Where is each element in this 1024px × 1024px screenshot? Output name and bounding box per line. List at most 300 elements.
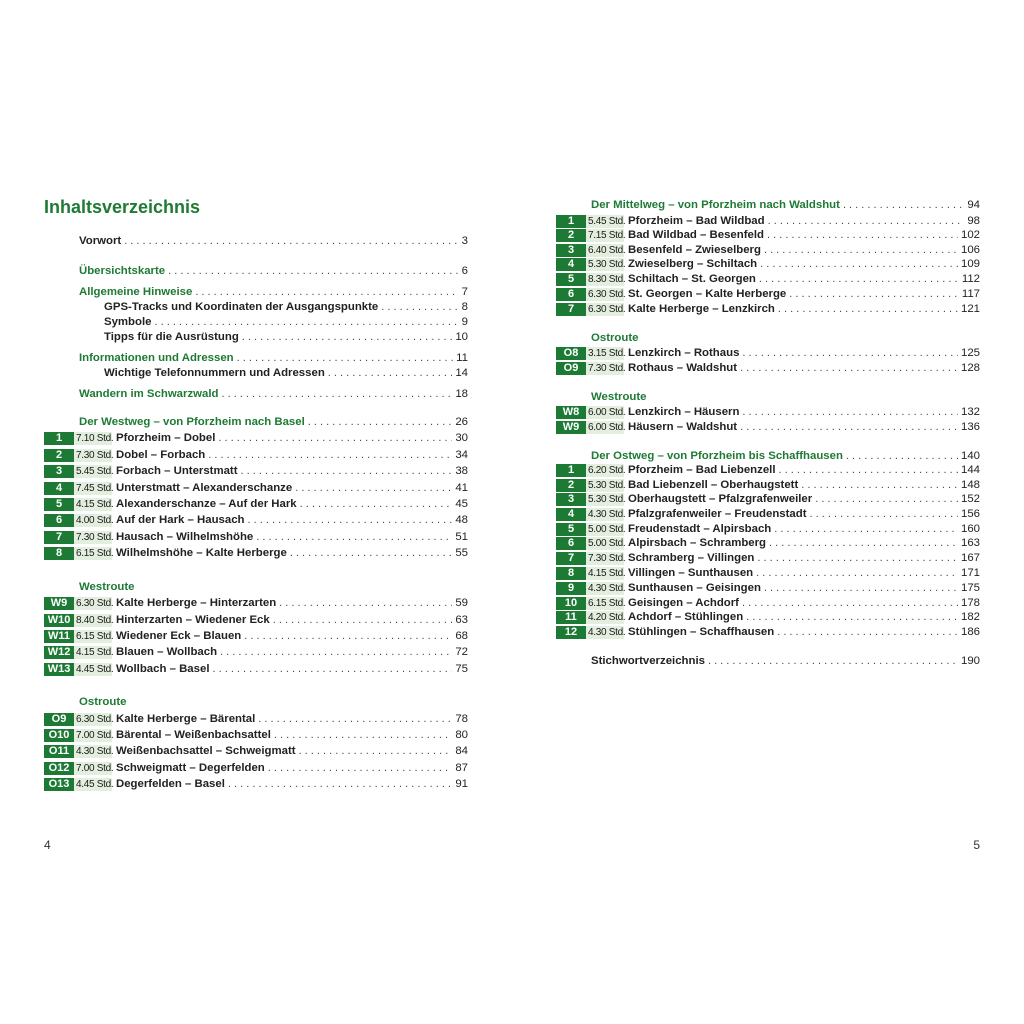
entry-title: Häusern – Waldshut xyxy=(628,421,738,433)
toc-entry xyxy=(591,654,980,669)
stage-number-badge: 8 xyxy=(556,567,586,580)
entry-page-number: 140 xyxy=(960,450,980,462)
entry-title: Stühlingen – Schaffhausen xyxy=(628,626,775,638)
leader-dots xyxy=(767,228,958,243)
toc-stage-entry xyxy=(556,492,980,507)
leader-dots xyxy=(299,744,453,759)
toc-stage-entry xyxy=(44,744,468,759)
toc-stage-entry xyxy=(44,662,468,677)
entry-title: Alexanderschanze – Auf der Hark xyxy=(116,498,297,510)
stage-number-badge: 3 xyxy=(556,244,586,257)
stage-duration: 6.15 Std. xyxy=(588,598,626,609)
toc-entry xyxy=(591,331,980,346)
toc-entry xyxy=(104,366,468,381)
toc-entry xyxy=(79,580,468,595)
entry-title: GPS-Tracks und Koordinaten der Ausgangspunkte xyxy=(104,301,379,313)
stage-number-badge: 7 xyxy=(556,552,586,565)
entry-page-number: 6 xyxy=(461,265,468,277)
leader-dots xyxy=(258,712,452,727)
leader-dots xyxy=(241,464,453,479)
entry-title: Bad Liebenzell – Oberhaugstett xyxy=(628,479,799,491)
entry-title: Unterstmatt – Alexanderschanze xyxy=(116,482,293,494)
stage-number-badge: 4 xyxy=(44,482,74,495)
stage-number-badge: O9 xyxy=(556,362,586,375)
stage-number-badge: W9 xyxy=(44,597,74,610)
stage-number-badge: 1 xyxy=(556,215,586,228)
toc-stage-entry xyxy=(44,728,468,743)
toc-stage-entry xyxy=(556,581,980,596)
stage-duration: 8.40 Std. xyxy=(76,615,114,626)
toc-stage-entry xyxy=(556,507,980,522)
stage-number-badge: O13 xyxy=(44,778,74,791)
leader-dots xyxy=(843,198,964,213)
leader-dots xyxy=(742,346,958,361)
entry-title: Schramberg – Villingen xyxy=(628,552,755,564)
leader-dots xyxy=(801,478,958,493)
leader-dots xyxy=(810,507,958,522)
entry-title: Bad Wildbad – Besenfeld xyxy=(628,229,764,241)
toc-entry xyxy=(591,390,980,405)
toc-stage-entry xyxy=(44,546,468,561)
stage-duration: 4.30 Std. xyxy=(588,583,626,594)
entry-page-number: 167 xyxy=(960,552,980,564)
toc-stage-entry xyxy=(556,536,980,551)
stage-duration: 4.15 Std. xyxy=(76,647,114,658)
toc-stage-entry xyxy=(556,463,980,478)
toc-entry xyxy=(104,315,468,330)
toc-stage-entry xyxy=(44,596,468,611)
entry-page-number: 75 xyxy=(455,663,468,675)
stage-number-badge: 7 xyxy=(44,531,74,544)
toc-stage-entry xyxy=(556,243,980,258)
entry-title: Hausach – Wilhelmshöhe xyxy=(116,531,254,543)
entry-title: Der Ostweg – von Pforzheim bis Schaffhausen xyxy=(591,450,843,462)
entry-page-number: 178 xyxy=(960,597,980,609)
stage-number-badge: 1 xyxy=(556,464,586,477)
entry-page-number: 121 xyxy=(960,303,980,315)
stage-number-badge: W9 xyxy=(556,421,586,434)
toc-stage-entry xyxy=(44,645,468,660)
leader-dots xyxy=(300,497,453,512)
entry-page-number: 132 xyxy=(960,406,980,418)
entry-page-number: 48 xyxy=(455,514,468,526)
toc-stage-entry xyxy=(556,478,980,493)
toc-stage-entry xyxy=(44,513,468,528)
leader-dots xyxy=(768,214,965,229)
entry-title: Kalte Herberge – Hinterzarten xyxy=(116,597,277,609)
leader-dots xyxy=(777,625,958,640)
toc-stage-entry xyxy=(44,497,468,512)
entry-page-number: 94 xyxy=(967,199,980,211)
leader-dots xyxy=(273,613,453,628)
leader-dots xyxy=(759,272,959,287)
toc-stage-entry xyxy=(44,613,468,628)
entry-page-number: 26 xyxy=(455,416,468,428)
leader-dots xyxy=(760,257,958,272)
leader-dots xyxy=(124,234,458,249)
leader-dots xyxy=(742,596,958,611)
entry-title: Pfalzgrafenweiler – Freudenstadt xyxy=(628,508,807,520)
leader-dots xyxy=(256,530,452,545)
entry-page-number: 186 xyxy=(960,626,980,638)
toc-stage-entry xyxy=(44,530,468,545)
toc-heading: Inhaltsverzeichnis xyxy=(44,197,201,217)
leader-dots xyxy=(308,415,453,430)
leader-dots xyxy=(228,777,452,792)
stage-duration: 6.00 Std. xyxy=(588,407,626,418)
leader-dots xyxy=(168,264,459,279)
entry-title: Lenzkirch – Rothaus xyxy=(628,347,740,359)
stage-number-badge: 6 xyxy=(556,288,586,301)
entry-page-number: 182 xyxy=(960,611,980,623)
stage-duration: 5.00 Std. xyxy=(588,538,626,549)
entry-page-number: 152 xyxy=(960,493,980,505)
toc-stage-entry xyxy=(556,405,980,420)
entry-title: Oberhaugstett – Pfalzgrafenweiler xyxy=(628,493,813,505)
entry-title: Pforzheim – Bad Wildbad xyxy=(628,215,765,227)
entry-page-number: 11 xyxy=(456,352,468,364)
stage-duration: 7.45 Std. xyxy=(76,483,114,494)
leader-dots xyxy=(290,546,453,561)
stage-number-badge: 5 xyxy=(556,523,586,536)
stage-duration: 6.30 Std. xyxy=(588,304,626,315)
stage-duration: 6.30 Std. xyxy=(588,289,626,300)
stage-duration: 5.30 Std. xyxy=(588,494,626,505)
leader-dots xyxy=(212,662,452,677)
entry-title: Informationen und Adressen xyxy=(79,352,234,364)
entry-page-number: 163 xyxy=(960,537,980,549)
entry-page-number: 7 xyxy=(461,286,468,298)
leader-dots xyxy=(778,463,958,478)
stage-duration: 4.15 Std. xyxy=(76,499,114,510)
stage-duration: 7.30 Std. xyxy=(76,532,114,543)
stage-number-badge: W13 xyxy=(44,663,74,676)
entry-title: Wiedener Eck – Blauen xyxy=(116,630,242,642)
stage-number-badge: 2 xyxy=(556,229,586,242)
stage-number-badge: 4 xyxy=(556,258,586,271)
entry-title: Ostroute xyxy=(591,332,639,344)
entry-page-number: 171 xyxy=(960,567,980,579)
stage-duration: 6.30 Std. xyxy=(76,714,114,725)
toc-stage-entry xyxy=(556,625,980,640)
toc-stage-entry xyxy=(556,610,980,625)
entry-title: Pforzheim – Bad Liebenzell xyxy=(628,464,776,476)
leader-dots xyxy=(195,285,458,300)
entry-page-number: 8 xyxy=(461,301,468,313)
stage-duration: 7.30 Std. xyxy=(76,450,114,461)
entry-title: Geisingen – Achdorf xyxy=(628,597,739,609)
toc-stage-entry xyxy=(556,228,980,243)
leader-dots xyxy=(279,596,452,611)
entry-page-number: 156 xyxy=(960,508,980,520)
entry-title: Stichwortverzeichnis xyxy=(591,655,705,667)
stage-duration: 6.15 Std. xyxy=(76,631,114,642)
toc-stage-entry xyxy=(44,629,468,644)
leader-dots xyxy=(274,728,452,743)
leader-dots xyxy=(328,366,453,381)
toc-stage-entry xyxy=(556,214,980,229)
stage-number-badge: 12 xyxy=(556,626,586,639)
entry-title: Westroute xyxy=(591,391,647,403)
entry-page-number: 51 xyxy=(455,531,468,543)
stage-duration: 6.30 Std. xyxy=(76,598,114,609)
toc-entry xyxy=(104,300,468,315)
leader-dots xyxy=(757,551,958,566)
stage-duration: 4.45 Std. xyxy=(76,664,114,675)
toc-entry xyxy=(591,449,980,464)
entry-page-number: 109 xyxy=(960,258,980,270)
entry-title: Westroute xyxy=(79,581,135,593)
stage-number-badge: O11 xyxy=(44,745,74,758)
leader-dots xyxy=(774,522,958,537)
stage-number-badge: W10 xyxy=(44,614,74,627)
toc-stage-entry xyxy=(44,761,468,776)
entry-title: Sunthausen – Geisingen xyxy=(628,582,761,594)
leader-dots xyxy=(268,761,453,776)
toc-stage-entry xyxy=(556,522,980,537)
leader-dots xyxy=(756,566,958,581)
stage-number-badge: W12 xyxy=(44,646,74,659)
stage-duration: 5.30 Std. xyxy=(588,480,626,491)
entry-title: Forbach – Unterstmatt xyxy=(116,465,238,477)
stage-number-badge: 1 xyxy=(44,432,74,445)
entry-title: Weißenbachsattel – Schweigmatt xyxy=(116,745,296,757)
stage-number-badge: O10 xyxy=(44,729,74,742)
stage-duration: 5.30 Std. xyxy=(588,259,626,270)
entry-page-number: 112 xyxy=(961,273,980,285)
entry-page-number: 144 xyxy=(960,464,980,476)
entry-page-number: 41 xyxy=(455,482,468,494)
leader-dots xyxy=(708,654,958,669)
leader-dots xyxy=(237,351,454,366)
entry-page-number: 14 xyxy=(455,367,468,379)
entry-page-number: 190 xyxy=(960,655,980,667)
entry-page-number: 59 xyxy=(455,597,468,609)
leader-dots xyxy=(742,405,958,420)
leader-dots xyxy=(764,243,958,258)
toc-stage-entry xyxy=(556,420,980,435)
entry-title: Wollbach – Basel xyxy=(116,663,210,675)
stage-duration: 7.00 Std. xyxy=(76,763,114,774)
entry-title: Schweigmatt – Degerfelden xyxy=(116,762,265,774)
leader-dots xyxy=(740,361,958,376)
entry-page-number: 63 xyxy=(455,614,468,626)
toc-entry xyxy=(79,264,468,279)
stage-duration: 6.20 Std. xyxy=(588,465,626,476)
toc-entry xyxy=(79,351,468,366)
stage-duration: 4.30 Std. xyxy=(588,509,626,520)
stage-number-badge: 8 xyxy=(44,547,74,560)
entry-page-number: 30 xyxy=(455,432,468,444)
stage-duration: 5.00 Std. xyxy=(588,524,626,535)
entry-title: Rothaus – Waldshut xyxy=(628,362,738,374)
entry-page-number: 72 xyxy=(455,646,468,658)
entry-page-number: 125 xyxy=(960,347,980,359)
leader-dots xyxy=(242,330,453,345)
entry-title: Auf der Hark – Hausach xyxy=(116,514,245,526)
toc-stage-entry xyxy=(44,777,468,792)
entry-title: Vorwort xyxy=(79,235,122,247)
entry-title: Der Westweg – von Pforzheim nach Basel xyxy=(79,416,305,428)
entry-page-number: 136 xyxy=(960,421,980,433)
entry-page-number: 91 xyxy=(455,778,468,790)
toc-stage-entry xyxy=(556,287,980,302)
entry-title: Lenzkirch – Häusern xyxy=(628,406,740,418)
entry-title: Alpirsbach – Schramberg xyxy=(628,537,767,549)
entry-title: Dobel – Forbach xyxy=(116,449,206,461)
entry-page-number: 84 xyxy=(455,745,468,757)
entry-page-number: 18 xyxy=(455,388,468,400)
stage-number-badge: 11 xyxy=(556,611,586,624)
toc-entry xyxy=(591,198,980,213)
entry-title: Blauen – Wollbach xyxy=(116,646,218,658)
entry-page-number: 10 xyxy=(455,331,468,343)
stage-duration: 6.40 Std. xyxy=(588,245,626,256)
stage-number-badge: 3 xyxy=(44,465,74,478)
stage-number-badge: 4 xyxy=(556,508,586,521)
entry-page-number: 78 xyxy=(455,713,468,725)
entry-title: Ostroute xyxy=(79,696,127,708)
entry-title: Allgemeine Hinweise xyxy=(79,286,193,298)
toc-stage-entry xyxy=(44,464,468,479)
entry-page-number: 117 xyxy=(961,288,980,300)
leader-dots xyxy=(295,481,452,496)
entry-page-number: 68 xyxy=(455,630,468,642)
entry-page-number: 80 xyxy=(455,729,468,741)
toc-entry xyxy=(104,330,468,345)
stage-duration: 7.30 Std. xyxy=(588,363,626,374)
stage-number-badge: 3 xyxy=(556,493,586,506)
leader-dots xyxy=(764,581,958,596)
toc-stage-entry xyxy=(556,346,980,361)
leader-dots xyxy=(218,431,452,446)
toc-stage-entry xyxy=(556,361,980,376)
toc-stage-entry xyxy=(44,448,468,463)
stage-duration: 7.10 Std. xyxy=(76,433,114,444)
entry-page-number: 55 xyxy=(455,547,468,559)
toc-stage-entry xyxy=(44,431,468,446)
entry-page-number: 3 xyxy=(461,235,468,247)
entry-title: Der Mittelweg – von Pforzheim nach Waldshut xyxy=(591,199,840,211)
stage-number-badge: W8 xyxy=(556,406,586,419)
toc-stage-entry xyxy=(44,712,468,727)
stage-duration: 4.15 Std. xyxy=(588,568,626,579)
stage-number-badge: 7 xyxy=(556,303,586,316)
stage-number-badge: 2 xyxy=(556,479,586,492)
stage-number-badge: 6 xyxy=(556,537,586,550)
toc-entry xyxy=(79,695,468,710)
stage-duration: 4.30 Std. xyxy=(588,627,626,638)
toc-entry xyxy=(79,415,468,430)
entry-page-number: 9 xyxy=(461,316,468,328)
entry-page-number: 38 xyxy=(455,465,468,477)
leader-dots xyxy=(778,302,958,317)
leader-dots xyxy=(381,300,458,315)
entry-page-number: 45 xyxy=(455,498,468,510)
entry-title: Tipps für die Ausrüstung xyxy=(104,331,239,343)
leader-dots xyxy=(789,287,959,302)
entry-page-number: 98 xyxy=(967,215,980,227)
leader-dots xyxy=(221,387,452,402)
leader-dots xyxy=(154,315,458,330)
leader-dots xyxy=(740,420,958,435)
toc-stage-entry xyxy=(556,551,980,566)
entry-page-number: 175 xyxy=(960,582,980,594)
entry-page-number: 128 xyxy=(960,362,980,374)
page-number-right: 5 xyxy=(973,838,980,852)
entry-title: Bärental – Weißenbachsattel xyxy=(116,729,271,741)
stage-duration: 7.30 Std. xyxy=(588,553,626,564)
stage-duration: 4.45 Std. xyxy=(76,779,114,790)
entry-title: Wilhelmshöhe – Kalte Herberge xyxy=(116,547,287,559)
leader-dots xyxy=(244,629,452,644)
entry-title: Symbole xyxy=(104,316,152,328)
entry-title: Achdorf – Stühlingen xyxy=(628,611,744,623)
stage-duration: 4.30 Std. xyxy=(76,746,114,757)
stage-number-badge: W11 xyxy=(44,630,74,643)
stage-number-badge: 5 xyxy=(44,498,74,511)
toc-entry xyxy=(79,285,468,300)
stage-duration: 3.15 Std. xyxy=(588,348,626,359)
entry-title: Wichtige Telefonnummern und Adressen xyxy=(104,367,325,379)
stage-number-badge: 5 xyxy=(556,273,586,286)
toc-entry xyxy=(79,387,468,402)
entry-page-number: 34 xyxy=(455,449,468,461)
stage-duration: 4.20 Std. xyxy=(588,612,626,623)
entry-title: Freudenstadt – Alpirsbach xyxy=(628,523,772,535)
entry-page-number: 102 xyxy=(960,229,980,241)
toc-stage-entry xyxy=(556,596,980,611)
toc-entry xyxy=(79,234,468,249)
toc-stage-entry xyxy=(44,481,468,496)
stage-duration: 8.30 Std. xyxy=(588,274,626,285)
entry-title: Wandern im Schwarzwald xyxy=(79,388,219,400)
entry-page-number: 148 xyxy=(960,479,980,491)
leader-dots xyxy=(746,610,958,625)
leader-dots xyxy=(846,449,958,464)
stage-number-badge: O8 xyxy=(556,347,586,360)
toc-stage-entry xyxy=(556,272,980,287)
leader-dots xyxy=(769,536,958,551)
stage-duration: 4.00 Std. xyxy=(76,515,114,526)
stage-duration: 5.45 Std. xyxy=(76,466,114,477)
stage-number-badge: 9 xyxy=(556,582,586,595)
leader-dots xyxy=(815,492,958,507)
entry-title: Zwieselberg – Schiltach xyxy=(628,258,758,270)
entry-title: Kalte Herberge – Bärental xyxy=(116,713,256,725)
entry-title: Besenfeld – Zwieselberg xyxy=(628,244,761,256)
entry-title: Übersichtskarte xyxy=(79,265,166,277)
stage-duration: 6.15 Std. xyxy=(76,548,114,559)
leader-dots xyxy=(208,448,452,463)
page-number-left: 4 xyxy=(44,838,51,852)
entry-title: Villingen – Sunthausen xyxy=(628,567,754,579)
toc-stage-entry xyxy=(556,302,980,317)
entry-page-number: 106 xyxy=(960,244,980,256)
stage-number-badge: O9 xyxy=(44,713,74,726)
stage-number-badge: O12 xyxy=(44,762,74,775)
entry-page-number: 160 xyxy=(960,523,980,535)
entry-page-number: 87 xyxy=(455,762,468,774)
entry-title: Schiltach – St. Georgen xyxy=(628,273,756,285)
entry-title: Hinterzarten – Wiedener Eck xyxy=(116,614,270,626)
stage-duration: 5.45 Std. xyxy=(588,216,626,227)
entry-title: Pforzheim – Dobel xyxy=(116,432,216,444)
stage-duration: 7.15 Std. xyxy=(588,230,626,241)
stage-number-badge: 6 xyxy=(44,514,74,527)
stage-duration: 6.00 Std. xyxy=(588,422,626,433)
stage-number-badge: 10 xyxy=(556,597,586,610)
